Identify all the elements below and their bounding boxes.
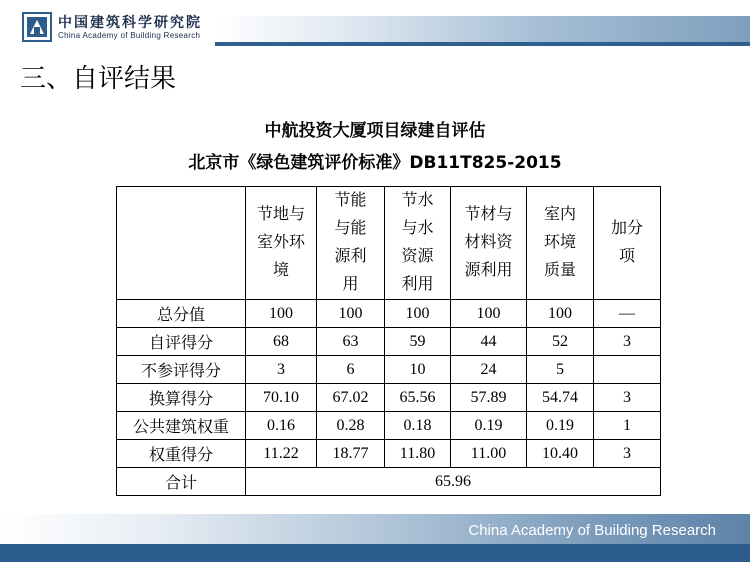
- section-title: 三、自评结果: [20, 64, 177, 94]
- table-cell: 100: [246, 300, 317, 328]
- header: [0, 0, 750, 46]
- header-rule: [215, 42, 750, 46]
- table-cell: 11.80: [385, 440, 451, 468]
- table-cell: 100: [385, 300, 451, 328]
- table-cell: 52: [527, 328, 594, 356]
- table-cell: 0.28: [317, 412, 385, 440]
- table-cell: [594, 356, 661, 384]
- header-cell: [385, 187, 451, 300]
- table-cell: 3: [246, 356, 317, 384]
- table-row: [117, 300, 661, 328]
- table-cell: 0.19: [451, 412, 527, 440]
- table-cell: 10.40: [527, 440, 594, 468]
- table-row: [117, 412, 661, 440]
- table-cell: 24: [451, 356, 527, 384]
- table-subtitle: 北京市《绿色建筑评价标准》DB11T825-2015: [188, 153, 562, 173]
- header-label: 节能与能源利用: [334, 192, 367, 293]
- table-cell: 0.18: [385, 412, 451, 440]
- table-cell: 0.16: [246, 412, 317, 440]
- header-gradient-band: [215, 16, 750, 42]
- table-cell: 68: [246, 328, 317, 356]
- table-cell: 6: [317, 356, 385, 384]
- table-cell: 3: [594, 328, 661, 356]
- row-label: 权重得分: [117, 440, 246, 468]
- org-name-cn: 中国建筑科学研究院: [58, 15, 202, 31]
- score-table: [116, 186, 661, 496]
- row-label: 换算得分: [117, 384, 246, 412]
- table-cell: 100: [451, 300, 527, 328]
- table-cell: 10: [385, 356, 451, 384]
- header-cell: [246, 187, 317, 300]
- header-cell: [594, 187, 661, 300]
- table-cell: 18.77: [317, 440, 385, 468]
- table-cell: 44: [451, 328, 527, 356]
- table-row: [117, 440, 661, 468]
- table-cell: 67.02: [317, 384, 385, 412]
- table-cell: 11.00: [451, 440, 527, 468]
- table-row: [117, 328, 661, 356]
- footer-org-name: China Academy of Building Research: [468, 522, 716, 539]
- table-cell: 100: [317, 300, 385, 328]
- table-cell: 3: [594, 384, 661, 412]
- header-cell: [317, 187, 385, 300]
- header-label: 室内环境质量: [543, 206, 576, 279]
- table-cell: —: [594, 300, 661, 328]
- table-cell: 59: [385, 328, 451, 356]
- table-cell: 1: [594, 412, 661, 440]
- footer-bar: [0, 544, 750, 562]
- table-total-row: [117, 468, 661, 496]
- table-title: 中航投资大厦项目绿建自评估: [264, 121, 486, 141]
- row-label: 公共建筑权重: [117, 412, 246, 440]
- table-row: [117, 384, 661, 412]
- org-name-en: China Academy of Building Research: [58, 31, 201, 40]
- table-cell: 63: [317, 328, 385, 356]
- table-cell: 11.22: [246, 440, 317, 468]
- header-label: 节地与室外环境: [256, 206, 305, 279]
- table-cell: 3: [594, 440, 661, 468]
- header-cell-corner: [117, 187, 246, 300]
- table-cell: 65.56: [385, 384, 451, 412]
- header-cell: [451, 187, 527, 300]
- header-cell: [527, 187, 594, 300]
- total-value-cell: 65.96: [246, 468, 661, 496]
- row-label: 总分值: [117, 300, 246, 328]
- table-row: [117, 356, 661, 384]
- cabr-logo-icon: [22, 12, 52, 42]
- table-cell: 5: [527, 356, 594, 384]
- row-label: 自评得分: [117, 328, 246, 356]
- header-label: 节材与材料资源利用: [464, 206, 513, 279]
- footer: [0, 514, 750, 562]
- table-cell: 100: [527, 300, 594, 328]
- row-label: 不参评得分: [117, 356, 246, 384]
- table-cell: 57.89: [451, 384, 527, 412]
- table-cell: 0.19: [527, 412, 594, 440]
- header-label: 节水与水资源利用: [401, 192, 434, 293]
- table-cell: 54.74: [527, 384, 594, 412]
- row-label: 合计: [117, 468, 246, 496]
- table-cell: 70.10: [246, 384, 317, 412]
- table-header-row: [117, 187, 661, 300]
- header-label: 加分项: [610, 220, 643, 265]
